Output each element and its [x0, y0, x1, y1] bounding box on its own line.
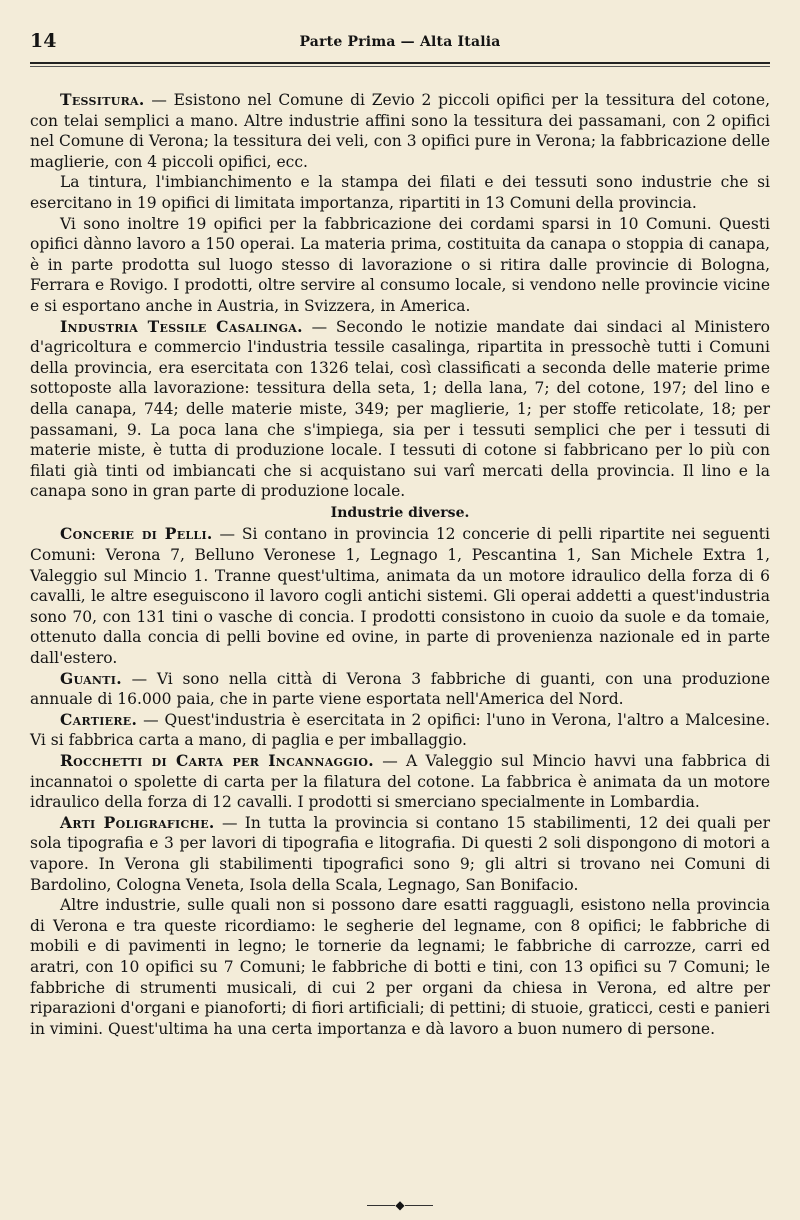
paragraph-industria-casalinga	[30, 317, 770, 502]
paragraph-tintura	[30, 172, 770, 213]
paragraph-lead: Industria Tessile Casalinga.	[60, 316, 303, 336]
paragraph-text: — A Valeggio sul Mincio havvi una fabbrica di incannatoi o spolette di carta per la filatura del cotone. La fabbrica è animata da un motore idraulico della forza di 12 cavalli. I prodotti si smerciano specialmente in Lombardia.	[30, 752, 770, 812]
paragraph-lead: Rocchetti di Carta per Incannaggio.	[60, 751, 374, 770]
paragraph-concerie	[30, 524, 770, 668]
header-rule	[30, 62, 770, 64]
book-page	[30, 28, 770, 1212]
page-number: 14	[30, 30, 57, 52]
paragraph-guanti	[30, 669, 770, 710]
paragraph-lead: Arti Poligrafiche.	[60, 812, 215, 832]
paragraph-lead: Concerie di Pelli.	[60, 524, 213, 544]
paragraph-text: Altre industrie, sulle quali non si possono dare esatti ragguagli, esistono nella provincia di Verona e tra queste ricordiamo: le segherie del legname, con 8 opifici; le fabbriche di mobili e di pavimenti in legno; le tornerie da legnami; le fabbriche di carrozze, carri ed aratri, con 10 opifici su 7 Comuni; le fabbriche di botti e tini, con 13 opifici su 7 Comuni; le fabbriche di strumenti musicali, di cui 2 per organi da chiesa in Verona, ed altre per riparazioni d'organi e pianoforti; di fiori artificiali; di pettini; di stuoie, graticci, cesti e panieri in vimini. Quest'ultima ha una certa importanza e dà lavoro a buon numero di persone.	[30, 896, 770, 1038]
paragraph-text: — Si contano in provincia 12 concerie di pelli ripartite nei seguenti Comuni: Verona 7, Belluno Veronese 1, Legnago 1, Pescantina 1, San Michele Extra 1, Valeggio sul Mincio 1. Tranne quest'ultima, animata da un motore idraulico della forza di 6 cavalli, le altre eseguiscono il lavoro cogli antichi sistemi. Gli operai addetti a quest'industria sono 70, con 131 tini o vasche di concia. I prodotti consistono in cuoio da suole e da tomaie, ottenuto dalla concia di pelli bovine ed ovine, in parte di provenienza nazionale ed in parte dall'estero.	[30, 525, 770, 668]
diamond-icon: ◆	[395, 1198, 405, 1212]
paragraph-lead: Cartiere.	[60, 709, 138, 729]
paragraph-text: La tintura, l'imbianchimento e la stampa dei filati e dei tessuti sono industrie che si esercitano in 19 opifici di limitata importanza, ripartiti in 13 Comuni della provincia.	[30, 173, 770, 212]
running-head: Parte Prima — Alta Italia	[299, 34, 501, 50]
paragraph-tessitura	[30, 90, 770, 172]
paragraph-text: — Vi sono nella città di Verona 3 fabbriche di guanti, con una produzione annuale di 16.000 paia, che in parte viene esportata nell'America del Nord.	[30, 669, 770, 709]
paragraph-rocchetti	[30, 751, 770, 813]
page-header	[30, 28, 770, 56]
paragraph-cartiere	[30, 710, 770, 751]
end-ornament	[360, 1198, 440, 1212]
paragraph-lead: Tessitura.	[60, 90, 145, 109]
paragraph-lead: Guanti.	[60, 668, 122, 688]
header-rule-thin	[30, 66, 770, 67]
paragraph-text: Vi sono inoltre 19 opifici per la fabbricazione dei cordami sparsi in 10 Comuni. Questi opifici dànno lavoro a 150 operai. La materia prima, costituita da canapa o stoppia di canapa, è in parte prodotta sul luogo stesso di lavorazione o si ritira dalle provincie di Bologna, Ferrara e Rovigo. I prodotti, oltre servire al consumo locale, si vendono nelle provincie vicine e si esportano anche in Austria, in Svizzera, in America.	[30, 214, 770, 315]
paragraph-text: — In tutta la provincia si contano 15 stabilimenti, 12 dei quali per sola tipografia e 3 per lavori di tipografia e litografia. Di questi 2 soli dispongono di motori a vapore. In Verona gli stabilimenti tipografici sono 9; gli altri si trovano nei Comuni di Bardolino, Cologna Veneta, Isola della Scala, Legnago, San Bonifacio.	[30, 813, 770, 894]
section-title: Industrie diverse.	[330, 504, 470, 521]
paragraph-cordami	[30, 214, 770, 317]
ornament-line-right	[405, 1205, 433, 1206]
paragraph-arti-poligrafiche	[30, 813, 770, 895]
paragraph-text: — Esistono nel Comune di Zevio 2 piccoli opifici per la tessitura del cotone, con telai semplici a mano. Altre industrie affini sono la tessitura dei passamani, con 2 opifici nel Comune di Verona; la tessitura dei veli, con 3 opifici pure in Verona; la fabbricazione delle maglierie, con 4 piccoli opifici, ecc.	[30, 91, 770, 171]
paragraph-text: — Quest'industria è esercitata in 2 opifici: l'uno in Verona, l'altro a Malcesine. Vi si fabbrica carta a mano, di paglia e per imballaggio.	[30, 710, 770, 750]
paragraph-altre-industrie	[30, 895, 770, 1039]
body-text	[30, 90, 770, 1039]
paragraph-text: — Secondo le notizie mandate dai sindaci al Ministero d'agricoltura e commercio l'industria tessile casalinga, ripartita in pressochè tutti i Comuni della provincia, era esercitata con 1326 telai, così classificati a seconda delle materie prime sottoposte alla lavorazione: tessitura della seta, 1; della lana, 7; del cotone, 197; del lino e della canapa, 744; delle materie miste, 349; per maglierie, 1; per stoffe reticolate, 18; per passamani, 9. La poca lana che s'impiega, sia per i tessuti semplici che per i tessuti di materie miste, è tutta di produzione locale. I tessuti di cotone si fabbricano per lo più con filati già tinti od imbiancati che si acquistano sui varî mercati della provincia. Il lino e la canapa sono in gran parte di produzione locale.	[30, 317, 770, 501]
ornament-line-left	[367, 1205, 395, 1206]
